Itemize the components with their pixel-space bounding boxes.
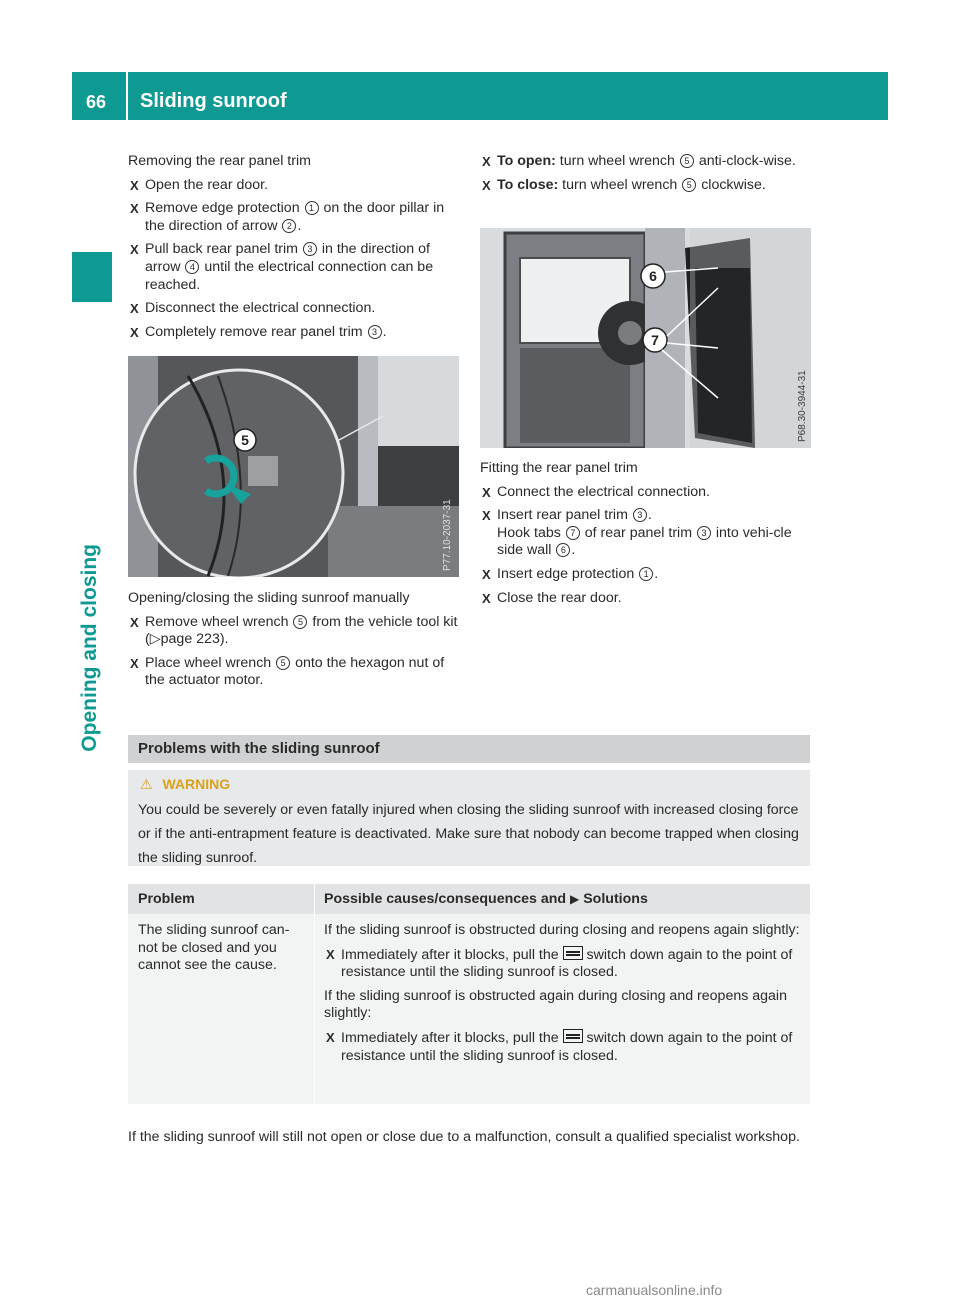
section-sidebar-title: Opening and closing	[78, 544, 101, 752]
figure-code: P77.10-2037-31	[442, 499, 453, 571]
page-title: Sliding sunroof	[140, 90, 287, 112]
table-row	[128, 914, 810, 1104]
callout-number: 5	[293, 615, 307, 629]
figure-callout-5: 5	[241, 432, 249, 448]
callout-number: 5	[680, 154, 694, 168]
page-number: 66	[86, 92, 107, 112]
callout-number: 7	[566, 526, 580, 540]
right-column-bottom	[480, 460, 814, 613]
warning-header	[140, 772, 230, 796]
page-reference-icon: ▷	[149, 631, 161, 648]
callout-number: 3	[368, 325, 382, 339]
warning-text: You could be severely or even fatally injured when closing the sliding sunroof with increased closing force or if the anti-entrapment feature is deactivated. Make sure that nobody can become trapped when closing the sliding sunroof.	[138, 802, 799, 866]
list-item: X Connect the electrical connection.	[482, 483, 710, 500]
left-column-top	[128, 153, 462, 347]
figure-wheel-wrench	[128, 356, 459, 577]
list-item: X Completely remove rear panel trim 3 .	[130, 323, 387, 340]
list-item: X Remove wheel wrench 5 from the vehicle tool kit (▷page 223).	[130, 613, 458, 648]
callout-number: 1	[639, 567, 653, 581]
warning-triangle-icon: ⚠	[140, 776, 153, 792]
list-item: X To close: turn wheel wrench 5 clockwise.	[482, 176, 766, 193]
list-item: X Insert edge protection 1 .	[482, 565, 659, 582]
fitting-title: Fitting the rear panel trim	[480, 460, 638, 476]
removing-title: Removing the rear panel trim	[128, 153, 311, 169]
warning-label: WARNING	[162, 776, 231, 792]
figure-callout-6: 6	[649, 268, 657, 284]
callout-number: 3	[303, 242, 317, 256]
callout-number: 5	[682, 178, 696, 192]
callout-number: 1	[305, 201, 319, 215]
section-heading: Problems with the sliding sunroof	[128, 735, 810, 763]
list-item: X Place wheel wrench 5 onto the hexagon nut of the actuator motor.	[130, 654, 445, 689]
callout-number: 3	[697, 526, 711, 540]
callout-number: 6	[556, 543, 570, 557]
left-column-bottom	[128, 590, 462, 696]
list-item: X Disconnect the electrical connection.	[130, 300, 376, 317]
header-divider	[126, 72, 128, 120]
column-header-causes: Possible causes/consequences and ▶ Solutions	[324, 891, 648, 907]
callout-number: 4	[185, 260, 199, 274]
list-item: X Remove edge protection 1 on the door pillar in the direction of arrow 2 .	[130, 200, 445, 234]
arrow-icon: ▶	[570, 892, 580, 906]
warning-box	[128, 770, 810, 866]
page-header	[72, 72, 888, 120]
sunroof-switch-icon	[563, 946, 583, 960]
watermark: carmanualsonline.info	[586, 1282, 723, 1298]
problem-cell: The sliding sunroof can-not be closed and you cannot see the cause.	[138, 922, 290, 974]
list-item: X To open: turn wheel wrench 5 anti-clock-wise.	[482, 153, 796, 169]
figure-rear-door	[480, 228, 811, 448]
footer-text: If the sliding sunroof will still not open or close due to a malfunction, consult a qualified specialist workshop.	[128, 1129, 800, 1145]
page-reference-link[interactable]: page 223	[160, 631, 220, 648]
column-header-problem: Problem	[138, 891, 195, 907]
callout-number: 3	[633, 508, 647, 522]
sidebar-block	[72, 252, 112, 302]
table-header	[128, 884, 810, 914]
list-item: X Close the rear door.	[482, 589, 622, 606]
solution-cell: If the sliding sunroof is obstructed during closing and reopens again slightly: X Immediately after it blocks, pull the switch down again to the point of resistance until the sliding sunroof is closed. If the sliding sunroof is obstructed again during closing and reopens again slightly: X Immediately after it blocks, pull the switch down again to the point of resistance until the sliding sunroof is closed.	[324, 922, 800, 1064]
figure-callout-7: 7	[651, 332, 659, 348]
right-column-top	[480, 153, 814, 200]
callout-number: 5	[276, 656, 290, 670]
callout-number: 2	[282, 219, 296, 233]
manual-title: Opening/closing the sliding sunroof manually	[128, 590, 410, 606]
sunroof-switch-icon	[563, 1029, 583, 1043]
list-item: X Open the rear door.	[130, 176, 269, 193]
figure-code: P68.30-3944-31	[797, 370, 808, 442]
list-item: X Pull back rear panel trim 3 in the direction of arrow 4 until the electrical connection can be reached.	[130, 241, 434, 293]
list-item: X Insert rear panel trim 3 . Hook tabs 7 of rear panel trim 3 into vehi-cle side wall 6 .	[482, 507, 792, 559]
